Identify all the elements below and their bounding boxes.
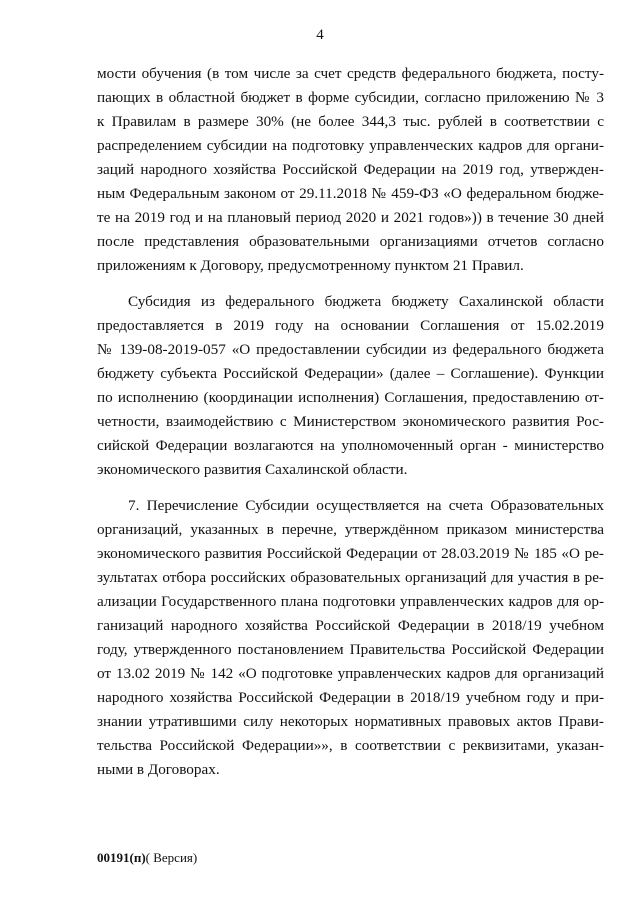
text-line: к Правилам в размере 30% (не более 344,3 тыс. рублей в соответствии с xyxy=(97,113,604,130)
text-line: пающих в областной бюджет в форме субсидии, согласно приложению № 3 xyxy=(97,89,604,106)
text-line: по исполнению (координации исполнения) Соглашения, предоставлению от- xyxy=(97,389,604,406)
text-line: ным Федеральным законом от 29.11.2018 № 459-ФЗ «О федеральном бюдже- xyxy=(97,185,604,202)
text-line: распределением субсидии на подготовку управленческих кадров для органи- xyxy=(97,137,604,154)
text-line: знании утратившими силу некоторых нормативных правовых актов Прави- xyxy=(97,713,604,730)
text-line: от 13.02 2019 № 142 «О подготовке управленческих кадров для организаций xyxy=(97,665,604,682)
page-number: 4 xyxy=(316,27,324,43)
text-line: после представления образовательными организациями отчетов согласно xyxy=(97,233,604,250)
text-line: организаций, указанных в перечне, утверждённом приказом министерства xyxy=(97,521,604,538)
text-line: предоставляется в 2019 году на основании Соглашения от 15.02.2019 xyxy=(97,317,604,334)
text-line: те на 2019 год и на плановый период 2020 и 2021 годов»)) в течение 30 дней xyxy=(97,209,604,226)
page-footer xyxy=(97,850,197,866)
text-line: бюджету субъекта Российской Федерации» (далее – Соглашение). Функции xyxy=(97,365,604,382)
text-line: приложениям к Договору, предусмотренному пунктом 21 Правил. xyxy=(97,257,524,274)
text-line: четности, взаимодействию с Министерством экономического развития Рос- xyxy=(97,413,604,430)
text-line: заций народного хозяйства Российской Федерации на 2019 год, утвержден- xyxy=(97,161,604,178)
text-line: экономического развития Сахалинской области. xyxy=(97,461,408,478)
text-line: Субсидия из федерального бюджета бюджету Сахалинской области xyxy=(128,293,604,310)
text-line: ными в Договорах. xyxy=(97,761,220,778)
text-line: 7. Перечисление Субсидии осуществляется на счета Образовательных xyxy=(128,497,604,514)
text-line: году, утвержденного постановлением Правительства Российской Федерации xyxy=(97,641,604,658)
text-line: мости обучения (в том числе за счет средств федерального бюджета, посту- xyxy=(97,65,604,82)
text-line: ганизаций народного хозяйства Российской Федерации в 2018/19 учебном xyxy=(97,617,604,634)
text-line: зультатах отбора российских образовательных организаций для участия в ре- xyxy=(97,569,604,586)
text-line: сийской Федерации возлагаются на уполномоченный орган - министерство xyxy=(97,437,604,454)
document-version: ( Версия) xyxy=(145,850,198,865)
text-line: ализации Государственного плана подготовки управленческих кадров для ор- xyxy=(97,593,604,610)
text-line: экономического развития Российской Федерации от 28.03.2019 № 185 «О ре- xyxy=(97,545,604,562)
text-line: № 139-08-2019-057 «О предоставлении субсидии из федерального бюджета xyxy=(97,341,604,358)
text-line: народного хозяйства Российской Федерации в 2018/19 учебном году и при- xyxy=(97,689,604,706)
document-code: 00191(п) xyxy=(97,850,146,865)
text-line: тельства Российской Федерации»», в соответствии с реквизитами, указан- xyxy=(97,737,604,754)
